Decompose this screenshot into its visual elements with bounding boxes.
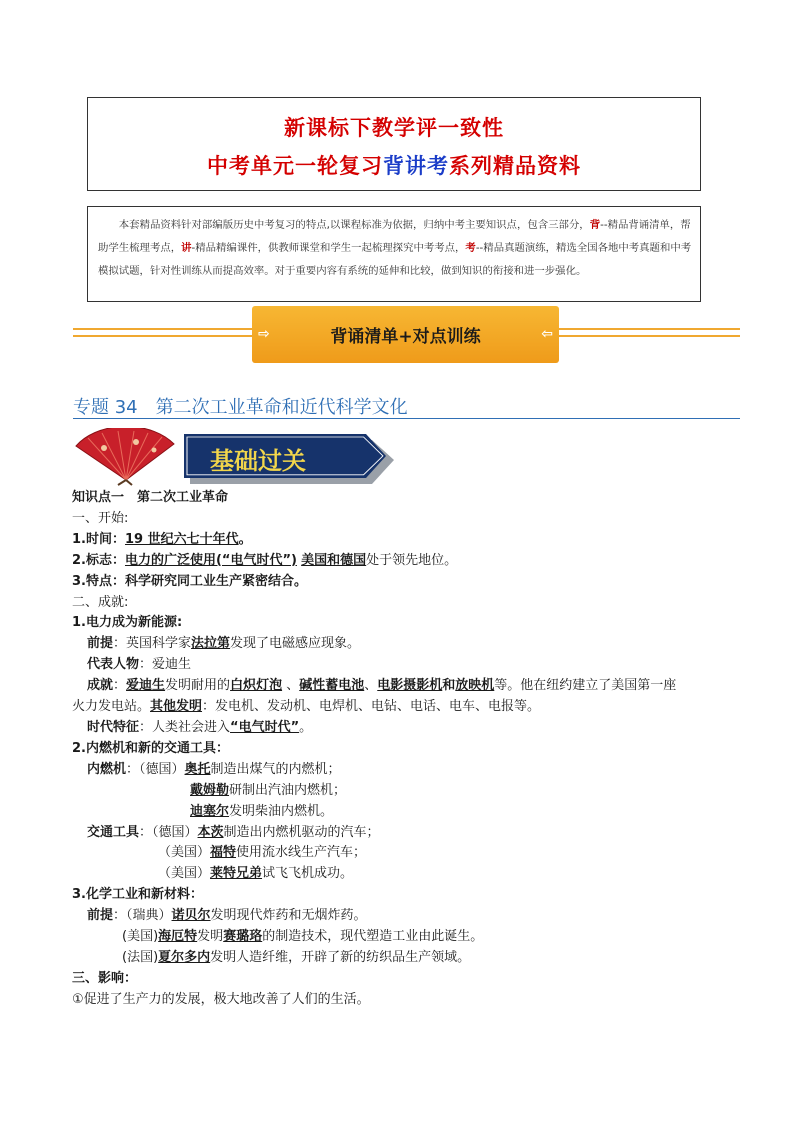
sign-value: 电力的广泛使用(“电气时代”)	[124, 552, 297, 568]
time-value: 19 世纪六七十年代	[124, 531, 239, 547]
heading-impact: 三、影响：	[72, 970, 138, 986]
arrow-right-icon: ⇨	[258, 326, 270, 342]
heading-achievements: 二、成就:	[72, 594, 129, 610]
impact-1: ①促进了生产力的发展，极大地改善了人们的生活。	[72, 991, 370, 1007]
ach-item-4: 放映机	[455, 678, 495, 694]
knowledge-point-title: 知识点一 第二次工业革命	[72, 490, 229, 505]
line-elec-rep	[72, 655, 742, 676]
line-feature	[72, 572, 742, 593]
line-achievement-cont	[72, 697, 742, 718]
line-engine-2	[72, 781, 742, 802]
transport-2-name: 福特	[210, 845, 237, 861]
line-transport-3	[72, 864, 742, 885]
engine-title: 2.内燃机和新的交通工具：	[72, 740, 229, 756]
topic-title: 专题 34 第二次工业革命和近代科学文化	[73, 397, 408, 418]
engine-2b: 研制出汽油内燃机；	[229, 782, 347, 798]
time-end: 。	[238, 531, 252, 547]
engine-1-name: 奥托	[184, 761, 211, 777]
intro-keyword-kao: 考	[465, 242, 476, 254]
transport-1a: ：（德国）	[139, 824, 198, 840]
title-line-1: 新课标下教学评一致性	[284, 115, 504, 140]
chem-2c: 的制造技术，现代塑造工业由此诞生。	[262, 929, 484, 945]
line-chem-2	[72, 927, 742, 948]
ach-line-2: 火力发电站。	[72, 699, 151, 715]
chem-2-material: 赛璐珞	[223, 929, 263, 945]
era-end: 。	[299, 719, 313, 735]
section-header	[184, 434, 394, 486]
elec-premise-b: 发现了电磁感应现象。	[230, 636, 361, 652]
sign-end: 处于领先地位。	[366, 552, 458, 568]
transport-1-name: 本茨	[197, 824, 224, 840]
line-elec-premise	[72, 634, 742, 655]
line-engine-3	[72, 802, 742, 823]
era-label: 时代特征	[87, 719, 140, 735]
banner-label: 背诵清单+对点训练	[330, 327, 481, 347]
engine-1b: 制造出煤气的内燃机；	[210, 761, 341, 777]
transport-label: 交通工具	[87, 824, 140, 840]
transport-1b: 制造出内燃机驱动的汽车；	[223, 824, 380, 840]
engine-1a: ：（德国）	[126, 761, 185, 777]
ach-f: 等。他在纽约建立了美国第一座	[494, 678, 677, 694]
ach-other-label: 其他发明	[150, 699, 203, 715]
ach-item-1: 白炽灯泡	[230, 678, 283, 694]
chem-3-name: 夏尔多内	[158, 949, 211, 965]
ach-label: 成就	[87, 678, 114, 694]
electricity-title: 1.电力成为新能源:	[72, 615, 183, 631]
line-time	[72, 530, 742, 551]
ach-d: 、	[364, 678, 378, 694]
engine-2-name: 戴姆勒	[190, 782, 230, 798]
engine-label: 内燃机	[87, 761, 127, 777]
engine-3b: 发明柴油内燃机。	[229, 803, 334, 819]
elec-rep-label: 代表人物	[87, 657, 140, 673]
feature-value: 科学研究同工业生产紧密结合。	[124, 573, 307, 589]
line-era	[72, 718, 742, 739]
intro-text-1: 本套精品资料针对部编版历史中考复习的特点,以课程标准为依据，归纳中考主要知识点，包含三部分，	[118, 219, 590, 231]
transport-3-name: 莱特兄弟	[210, 866, 263, 882]
transport-2b: 使用流水线生产汽车；	[236, 845, 367, 861]
chem-3b: 发明人造纤维，开辟了新的纺织品生产领域。	[210, 949, 471, 965]
ach-a: ：	[113, 678, 127, 694]
title-line-2	[88, 150, 700, 180]
ach-item-3: 电影摄影机	[377, 678, 443, 694]
chem-2b: 发明	[197, 929, 224, 945]
era-a: ：人类社会进入	[139, 719, 231, 735]
chemistry-title: 3.化学工业和新材料：	[72, 887, 203, 903]
line-transport-1	[72, 823, 742, 844]
knowledge-content	[72, 488, 742, 1011]
banner	[252, 306, 559, 363]
elec-premise-a: ：英国科学家	[113, 636, 192, 652]
sign-label: 2.标志：	[72, 552, 125, 568]
topic-underline	[73, 418, 740, 419]
ach-name: 爱迪生	[126, 678, 166, 694]
engine-3-name: 迪塞尔	[190, 803, 230, 819]
chem-3a: (法国)	[122, 949, 159, 965]
elec-premise-label: 前提	[87, 636, 114, 652]
ach-other-value: ：发电机、发动机、电焊机、电钻、电话、电车、电报等。	[202, 699, 541, 715]
chem-2a: (美国)	[122, 929, 159, 945]
ach-c: 、	[282, 678, 300, 694]
folding-fan-icon	[74, 428, 178, 486]
intro-keyword-bei: 背	[589, 219, 601, 231]
intro-text-2: --精品背诵清单，帮助学生梳理考点，	[98, 219, 691, 254]
line-sign	[72, 551, 742, 572]
chem-1-name: 诺贝尔	[171, 908, 211, 924]
chem-label: 前提	[87, 908, 114, 924]
elec-rep-value: ：爱迪生	[139, 657, 192, 673]
line-engine-1	[72, 760, 742, 781]
line-chem-1	[72, 906, 742, 927]
intro-text-4: --精品真题演练，精选全国各地中考真题和中考模拟试题，针对性训练从而提高效率。对于重要内容有系统的延伸和比较，做到知识的衔接和进一步强化。	[98, 242, 692, 277]
feature-label: 3.特点：	[72, 573, 125, 589]
line-chem-3	[72, 948, 742, 969]
intro-text-3: -精品精编课件，供教师课堂和学生一起梳理探究中考考点，	[191, 242, 466, 254]
transport-2a: （美国）	[158, 845, 211, 861]
intro-box	[87, 206, 701, 302]
title-box	[87, 97, 701, 191]
ach-item-2: 碱性蓄电池	[299, 678, 365, 694]
heading-start: 一、开始:	[72, 510, 129, 526]
time-label: 1.时间：	[72, 531, 125, 547]
intro-keyword-jiang: 讲	[181, 242, 192, 254]
ach-e: 和	[442, 678, 456, 694]
chem-1a: ：（瑞典）	[113, 908, 172, 924]
line-transport-2	[72, 843, 742, 864]
title-line-2-part-c: 系列精品资料	[449, 153, 581, 178]
chem-2-name: 海厄特	[158, 929, 198, 945]
arrow-left-icon: ⇦	[541, 326, 553, 342]
transport-3b: 试飞飞机成功。	[262, 866, 354, 882]
title-line-2-part-a: 中考单元一轮复习	[207, 153, 383, 178]
sign-value-2: 美国和德国	[301, 552, 367, 568]
title-line-2-highlight: 背讲考	[383, 153, 449, 178]
line-achievement	[72, 676, 742, 697]
elec-premise-name: 法拉第	[191, 636, 231, 652]
transport-3a: （美国）	[158, 866, 211, 882]
chem-1b: 发明现代炸药和无烟炸药。	[210, 908, 367, 924]
ach-b: 发明耐用的	[165, 678, 231, 694]
section-label: 基础过关	[210, 446, 306, 475]
era-value: “电气时代”	[230, 719, 300, 735]
